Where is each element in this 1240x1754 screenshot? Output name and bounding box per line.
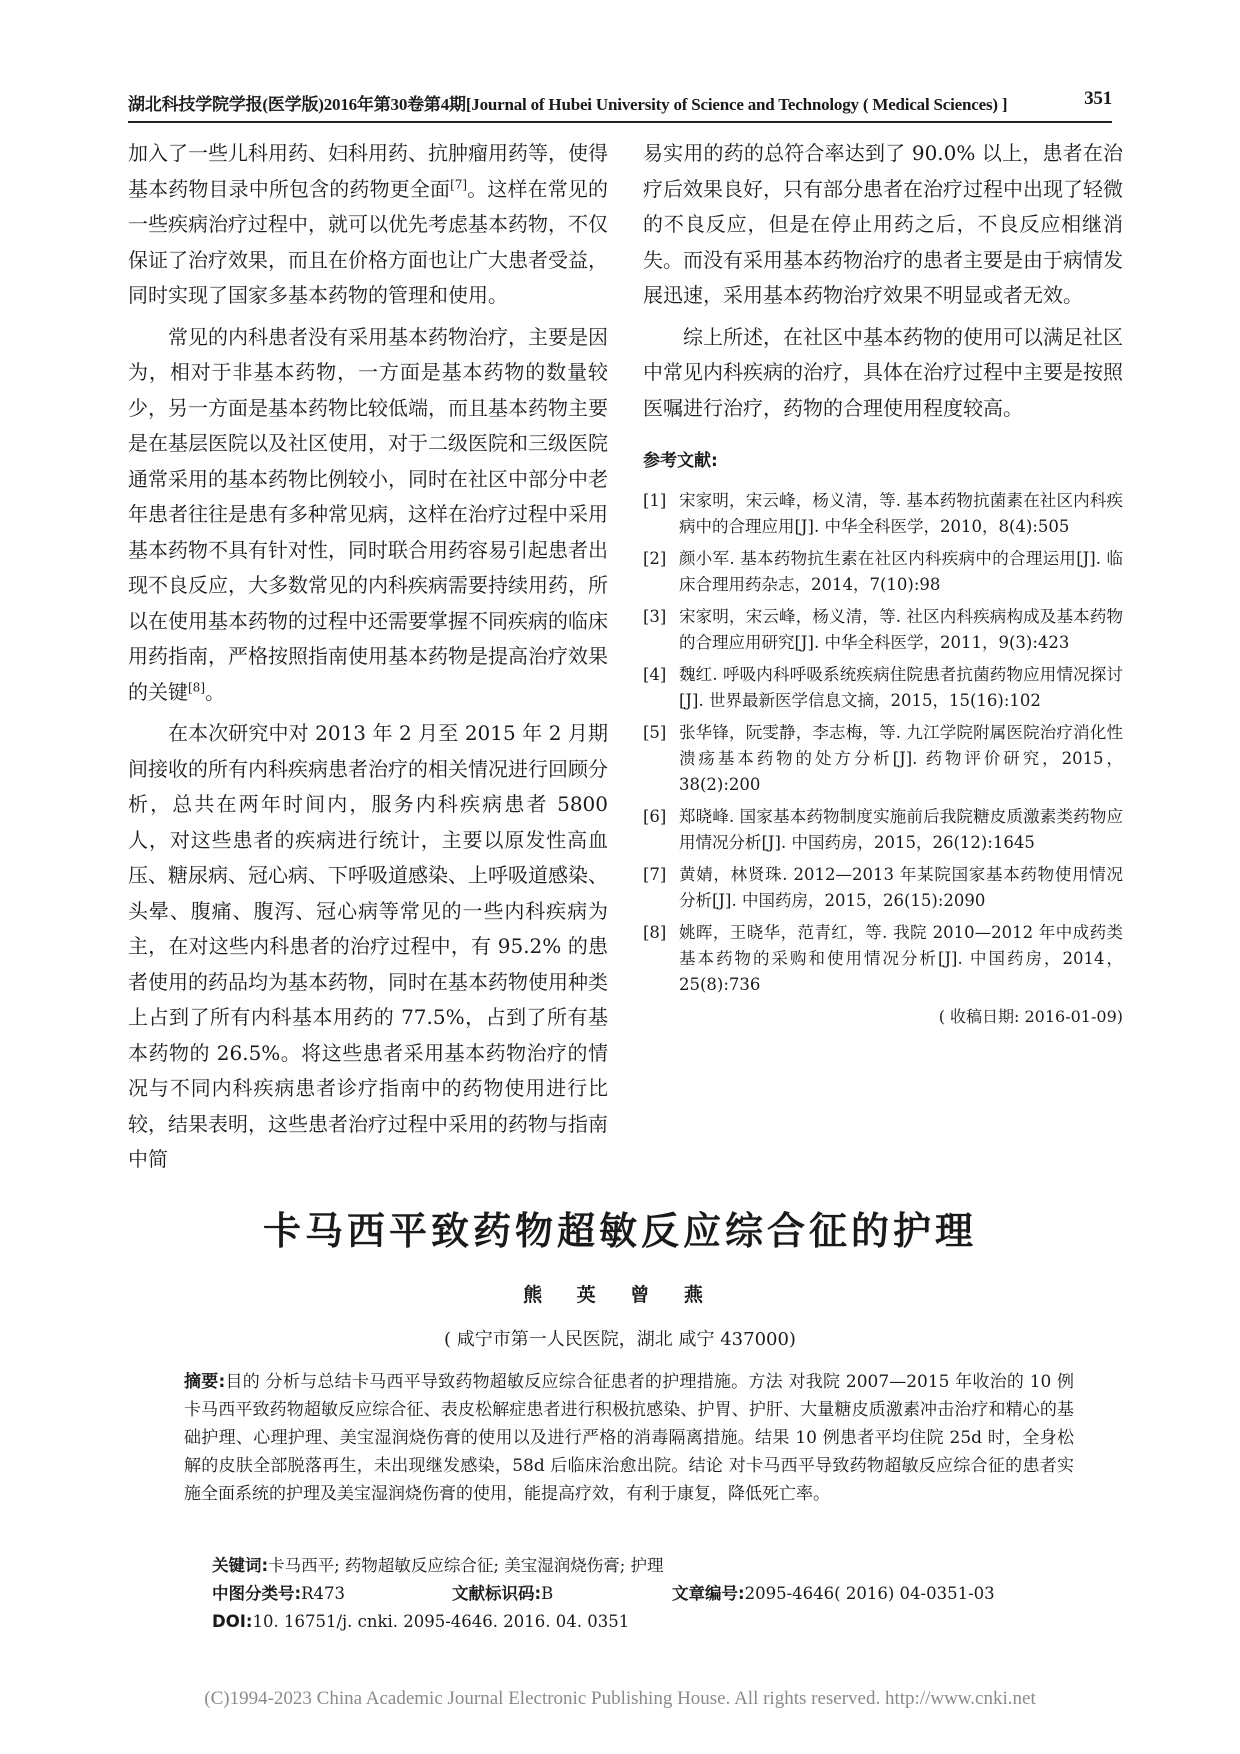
clc-number: R473 xyxy=(301,1584,346,1603)
abstract xyxy=(184,1368,1074,1508)
paragraph: 常见的内科患者没有采用基本药物治疗，主要是因为，相对于非基本药物，一方面是基本药物的数量较少，另一方面是基本药物比较低端，而且基本药物主要是在基层医院以及社区使用，对于二级医院和三级医院通常采用的基本药物比例较小，同时在社区中部分中老年患者往往是患有多种常见病，这样在治疗过程中采用基本药物不具有针对性，同时联合用药容易引起患者出现不良反应，大多数常见的内科疾病需要持续用药，所以在使用基本药物的过程中还需要掌握不同疾病的临床用药指南，严格按照指南使用基本药物是提高治疗效果的关键[8]。 xyxy=(128,324,608,704)
reference-item: [4] 魏红. 呼吸内科呼吸系统疾病住院患者抗菌药物应用情况探讨[J]. 世界最新医学信息文摘，2015，15(16):102 xyxy=(643,664,1123,710)
reference-item: [5] 张华锋，阮雯静，李志梅，等. 九江学院附属医院治疗消化性溃疡基本药物的处方分析[J]. 药物评价研究，2015，38(2):200 xyxy=(643,722,1123,794)
left-column xyxy=(128,136,608,1178)
right-column xyxy=(643,136,1123,1030)
article-number: 2095-4646( 2016) 04-0351-03 xyxy=(744,1584,995,1603)
paragraph: 在本次研究中对 2013 年 2 月至 2015 年 2 月期间接收的所有内科疾病患者治疗的相关情况进行回顾分析，总共在两年时间内，服务内科疾病患者 5800 人，对这些患者的疾病进行统计，主要以原发性高血压、糖尿病、冠心病、下呼吸道感染、上呼吸道感染、头晕、腹痛、腹泻、冠心病等常见的一些内科疾病为主，在对这些内科患者的治疗过程中，有 95.2% 的患者使用的药品均为基本药物，同时在基本药物使用种类上占到了所有内科基本用药的 77.5%，占到了所有基本药物的 26.5%。将这些患者采用基本药物治疗的情况与不同内科疾病患者诊疗指南中的药物使用进行比较，结果表明，这些患者治疗过程中采用的药物与指南中简 xyxy=(128,721,608,1171)
page-number: 351 xyxy=(1084,88,1112,109)
abstract-text: 目的 分析与总结卡马西平导致药物超敏反应综合征患者的护理措施。方法 对我院 2007—2015 年收治的 10 例卡马西平致药物超敏反应综合征、表皮松解症患者进行积极抗感染、护胃、护肝、大量糖皮质激素冲击治疗和精心的基础护理、心理护理、美宝湿润烧伤膏的使用以及进行严格的消毒隔离措施。结果 10 例患者平均住院 25d 时，全身松解的皮肤全部脱落再生，未出现继发感染，58d 后临床治愈出院。结论 对卡马西平导致药物超敏反应综合征的患者实施全面系统的护理及美宝湿润烧伤膏的使用，能提高疗效，有利于康复，降低死亡率。 xyxy=(184,1372,1074,1504)
running-header xyxy=(128,84,1112,116)
copyright-footer: (C)1994-2023 China Academic Journal Electronic Publishing House. All rights reserved. http://www.cnki.net xyxy=(204,1688,1036,1709)
received-date: ( 收稿日期: 2016-01-09) xyxy=(938,1006,1123,1026)
doi-line xyxy=(212,1608,1072,1636)
clc-label: 中图分类号: xyxy=(212,1584,302,1603)
abstract-label: 摘要: xyxy=(184,1372,226,1392)
doc-code-label: 文献标识码: xyxy=(452,1584,542,1603)
paragraph: 综上所述，在社区中基本药物的使用可以满足社区中常见内科疾病的治疗，具体在治疗过程中主要是按照医嘱进行治疗，药物的合理使用程度较高。 xyxy=(643,324,1123,420)
doc-code: B xyxy=(541,1584,554,1603)
keywords: 卡马西平; 药物超敏反应综合征; 美宝湿润烧伤膏; 护理 xyxy=(268,1556,664,1575)
keywords-line xyxy=(212,1552,1072,1580)
classification-line xyxy=(212,1580,1072,1608)
article-authors: 熊 英 曾 燕 xyxy=(523,1284,717,1306)
doi-label: DOI: xyxy=(212,1612,253,1631)
reference-list xyxy=(643,488,1123,998)
header-rule xyxy=(128,121,1112,123)
article-title: 卡马西平致药物超敏反应综合征的护理 xyxy=(262,1209,977,1253)
reference-item: [2] 颜小军. 基本药物抗生素在社区内科疾病中的合理运用[J]. 临床合理用药杂志，2014，7(10):98 xyxy=(643,548,1123,594)
reference-item: [1] 宋家明，宋云峰，杨义清，等. 基本药物抗菌素在社区内科疾病中的合理应用[J]. 中华全科医学，2010，8(4):505 xyxy=(643,490,1123,536)
doi[interactable]: 10. 16751/j. cnki. 2095-4646. 2016. 04. 0351 xyxy=(252,1612,630,1631)
citation[interactable]: [7] xyxy=(450,176,468,191)
journal-title: 湖北科技学院学报(医学版)2016年第30卷第4期[Journal of Hubei University of Science and Technology ( Medical Sciences) ] xyxy=(128,95,1008,114)
reference-item: [7] 黄婧，林贤珠. 2012—2013 年某院国家基本药物使用情况分析[J]. 中国药房，2015，26(15):2090 xyxy=(643,864,1123,910)
article-number-label: 文章编号: xyxy=(672,1584,745,1603)
keywords-label: 关键词: xyxy=(212,1556,269,1575)
citation[interactable]: [8] xyxy=(188,679,205,694)
reference-item: [8] 姚晖，王晓华，范青红，等. 我院 2010—2012 年中成药类基本药物的采购和使用情况分析[J]. 中国药房，2014，25(8):736 xyxy=(643,922,1123,994)
reference-item: [6] 郑晓峰. 国家基本药物制度实施前后我院糖皮质激素类药物应用情况分析[J]. 中国药房，2015，26(12):1645 xyxy=(643,806,1123,852)
author-affiliation: ( 咸宁市第一人民医院，湖北 咸宁 437000) xyxy=(444,1329,796,1350)
paragraph: 加入了一些儿科用药、妇科用药、抗肿瘤用药等，使得基本药物目录中所包含的药物更全面[7]。这样在常见的一些疾病治疗过程中，就可以优先考虑基本药物，不仅保证了治疗效果，而且在价格方面也让广大患者受益，同时实现了国家多基本药物的管理和使用。 xyxy=(128,141,609,307)
references-heading: 参考文献: xyxy=(643,451,718,471)
paragraph: 易实用的药的总符合率达到了 90.0% 以上，患者在治疗后效果良好，只有部分患者在治疗过程中出现了轻微的不良反应，但是在停止用药之后，不良反应相继消失。而没有采用基本药物治疗的患者主要是由于病情发展迅速，采用基本药物治疗效果不明显或者无效。 xyxy=(643,141,1123,307)
reference-item: [3] 宋家明，宋云峰，杨义清，等. 社区内科疾病构成及基本药物的合理应用研究[J]. 中华全科医学，2011，9(3):423 xyxy=(643,606,1123,652)
